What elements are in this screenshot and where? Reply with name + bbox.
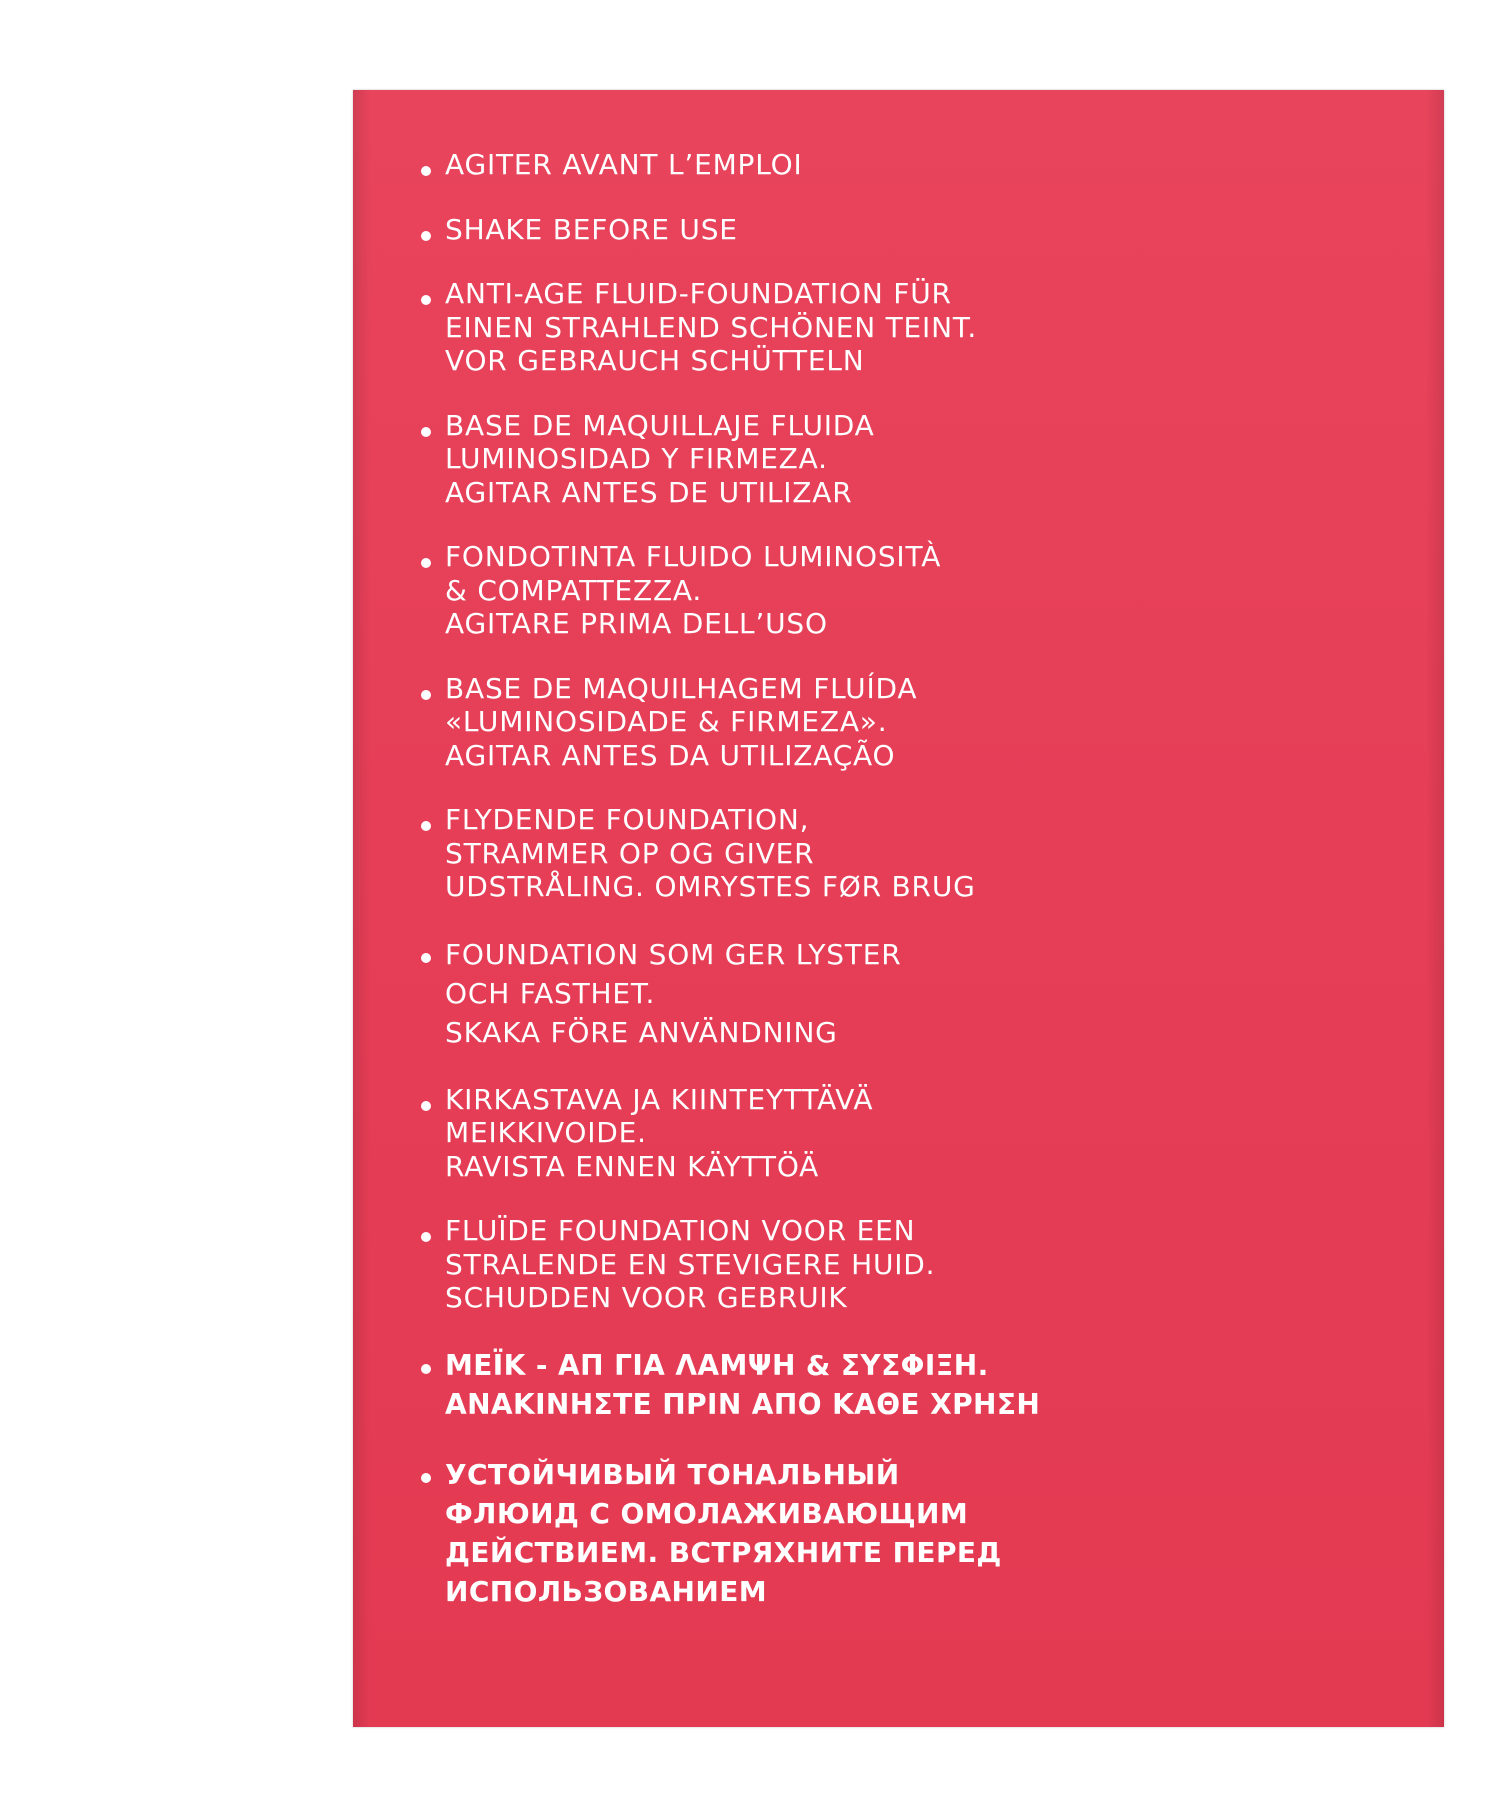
instruction-line: MEIKKIVOIDE. <box>445 1116 647 1149</box>
bullet-icon <box>421 231 431 241</box>
instruction-greek <box>421 1346 1421 1424</box>
instruction-line: EINEN STRAHLEND SCHÖNEN TEINT. <box>445 310 978 344</box>
bullet-icon <box>421 1473 431 1483</box>
instruction-line: УСТОЙЧИВЫЙ ТОНАЛЬНЫЙ <box>445 1457 900 1491</box>
box-left-edge-shadow <box>353 90 371 1727</box>
bullet-icon <box>421 690 431 700</box>
bullet-icon <box>421 1232 431 1242</box>
instruction-swedish <box>421 935 1421 1052</box>
instruction-line: ИСПОЛЬЗОВАНИЕМ <box>445 1574 767 1608</box>
instruction-french <box>421 148 1421 182</box>
instruction-line: STRALENDE EN STEVIGERE HUID. <box>445 1247 936 1281</box>
instruction-line: ДЕЙСТВИЕМ. ВСТРЯХНИТЕ ПЕРЕД <box>445 1535 1002 1569</box>
instruction-line: KIRKASTAVA JA KIINTEYTTÄVÄ <box>445 1082 874 1116</box>
instruction-german <box>421 277 1421 378</box>
bullet-icon <box>421 166 431 176</box>
bullet-icon <box>421 558 431 568</box>
instruction-line: BASE DE MAQUILHAGEM FLUÍDA <box>445 671 918 705</box>
instruction-line: BASE DE MAQUILLAJE FLUIDA <box>445 408 875 442</box>
instruction-line: AGITAR ANTES DA UTILIZAÇÃO <box>445 738 896 772</box>
instruction-line: ФЛЮИД С ОМОЛАЖИВАЮЩИМ <box>445 1496 969 1530</box>
instruction-italian <box>421 540 1421 641</box>
instruction-spanish <box>421 409 1421 510</box>
box-right-edge-shadow <box>1426 90 1444 1727</box>
instruction-line: FLUÏDE FOUNDATION VOOR EEN <box>445 1214 916 1247</box>
instruction-line: ΜΕΪΚ - ΑΠ ΓΙΑ ΛΑΜΨΗ & ΣΥΣΦΙΞΗ. <box>445 1348 989 1382</box>
instruction-portuguese <box>421 672 1421 773</box>
instruction-line: SKAKA FÖRE ANVÄNDNING <box>445 1015 838 1049</box>
instruction-line: SHAKE BEFORE USE <box>445 212 738 246</box>
instruction-line: AGITAR ANTES DE UTILIZAR <box>445 475 853 509</box>
instruction-line: OCH FASTHET. <box>445 976 656 1010</box>
instruction-line: RAVISTA ENNEN KÄYTTÖÄ <box>445 1149 820 1183</box>
instruction-dutch <box>421 1214 1421 1315</box>
instruction-line: SCHUDDEN VOOR GEBRUIK <box>445 1281 848 1314</box>
bullet-icon <box>421 953 431 963</box>
cosmetic-box-side-panel <box>353 90 1444 1727</box>
instruction-danish <box>421 803 1421 904</box>
bullet-icon <box>421 295 431 305</box>
instruction-line: FLYDENDE FOUNDATION, <box>445 803 810 836</box>
bullet-icon <box>421 1364 431 1374</box>
bullet-icon <box>421 1101 431 1111</box>
instruction-line: LUMINOSIDAD Y FIRMEZA. <box>445 442 828 475</box>
instruction-russian <box>421 1455 1421 1611</box>
bullet-icon <box>421 427 431 437</box>
instruction-line: AGITARE PRIMA DELL’USO <box>445 607 828 640</box>
multilingual-instructions-list <box>421 148 1421 1642</box>
instruction-line: VOR GEBRAUCH SCHÜTTELN <box>445 344 865 377</box>
instruction-line: ΑΝΑΚΙΝΗΣΤΕ ΠΡΙΝ ΑΠΟ ΚΑΘΕ ΧΡΗΣΗ <box>445 1387 1041 1421</box>
instruction-line: «LUMINOSIDADE & FIRMEZA». <box>445 705 888 738</box>
instruction-line: FONDOTINTA FLUIDO LUMINOSITÀ <box>445 540 942 573</box>
instruction-line: STRAMMER OP OG GIVER <box>445 836 815 870</box>
instruction-line: ANTI-AGE FLUID-FOUNDATION FÜR <box>445 277 952 310</box>
instruction-english <box>421 213 1421 247</box>
instruction-line: UDSTRÅLING. OMRYSTES FØR BRUG <box>445 870 976 903</box>
instruction-line: & COMPATTEZZA. <box>445 573 703 607</box>
instruction-line: FOUNDATION SOM GER LYSTER <box>445 937 902 971</box>
instruction-finnish <box>421 1083 1421 1184</box>
instruction-line: AGITER AVANT L’EMPLOI <box>445 148 803 181</box>
bullet-icon <box>421 821 431 831</box>
